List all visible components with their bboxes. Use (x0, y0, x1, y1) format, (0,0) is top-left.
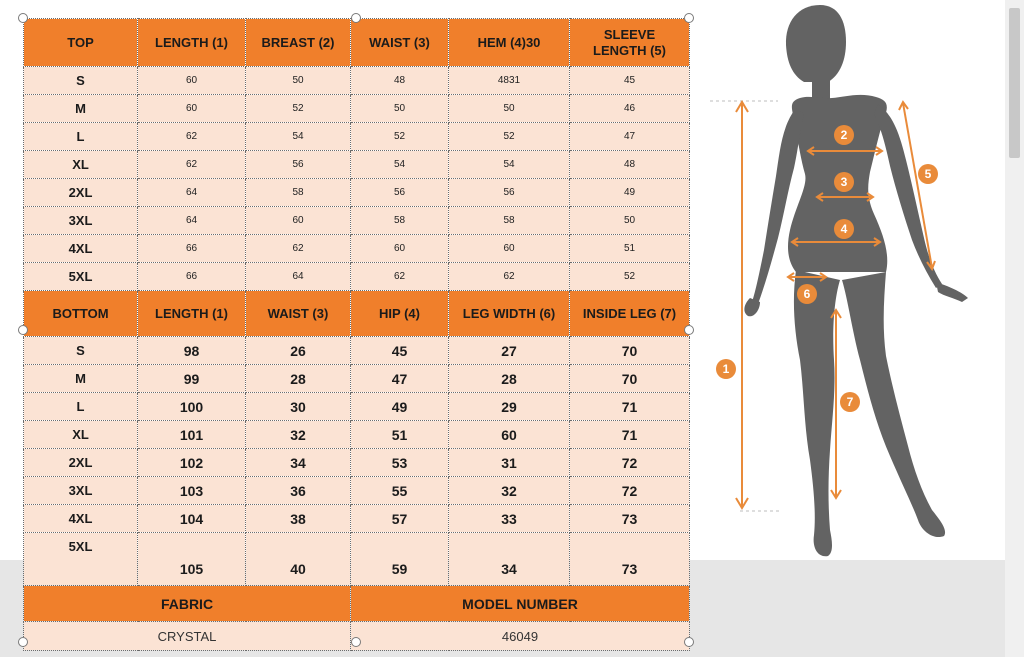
header-cell: LENGTH (1) (138, 19, 246, 67)
size-cell: S (24, 337, 138, 365)
value-cell: 54 (449, 151, 570, 179)
value-cell: 58 (246, 179, 351, 207)
marker-5-label: 5 (924, 167, 932, 181)
value-cell: 50 (570, 207, 690, 235)
table-row (24, 421, 690, 449)
size-cell: L (24, 393, 138, 421)
value-cell: 31 (449, 449, 570, 477)
selection-handle-top-left[interactable] (18, 13, 28, 23)
size-cell: 5XL (24, 533, 138, 586)
size-cell: M (24, 365, 138, 393)
value-cell: 45 (351, 337, 449, 365)
value-cell: 54 (246, 123, 351, 151)
value-cell: 64 (246, 263, 351, 291)
value-cell: 70 (570, 337, 690, 365)
model-number-value: 46049 (351, 622, 690, 651)
model-number-label: MODEL NUMBER (351, 586, 690, 622)
marker-6-label: 6 (803, 287, 811, 301)
selection-handle-mid-left[interactable] (18, 325, 28, 335)
value-cell: 66 (138, 235, 246, 263)
size-cell: 3XL (24, 207, 138, 235)
value-cell: 66 (138, 263, 246, 291)
header-cell: WAIST (3) (351, 19, 449, 67)
marker-2-label: 2 (840, 128, 848, 142)
value-cell: 49 (351, 393, 449, 421)
header-cell: TOP (24, 19, 138, 67)
table-row (24, 207, 690, 235)
value-cell: 105 (138, 533, 246, 586)
size-cell: M (24, 95, 138, 123)
size-cell: 2XL (24, 449, 138, 477)
value-cell: 28 (449, 365, 570, 393)
top-header-row (24, 19, 690, 67)
value-cell: 28 (246, 365, 351, 393)
size-cell: 4XL (24, 235, 138, 263)
value-cell: 72 (570, 477, 690, 505)
value-cell: 38 (246, 505, 351, 533)
table-row (24, 151, 690, 179)
value-cell: 52 (351, 123, 449, 151)
value-cell: 52 (246, 95, 351, 123)
table-row (24, 95, 690, 123)
value-cell: 62 (351, 263, 449, 291)
selection-handle-bottom-left[interactable] (18, 637, 28, 647)
table-row (24, 123, 690, 151)
value-cell: 34 (246, 449, 351, 477)
value-cell: 98 (138, 337, 246, 365)
value-cell: 71 (570, 393, 690, 421)
header-cell: INSIDE LEG (7) (570, 291, 690, 337)
value-cell: 52 (570, 263, 690, 291)
value-cell: 54 (351, 151, 449, 179)
marker-4-label: 4 (840, 222, 848, 236)
value-cell: 60 (449, 235, 570, 263)
value-cell: 50 (351, 95, 449, 123)
size-cell: L (24, 123, 138, 151)
size-cell: 2XL (24, 179, 138, 207)
value-cell: 100 (138, 393, 246, 421)
value-cell: 32 (449, 477, 570, 505)
value-cell: 104 (138, 505, 246, 533)
value-cell: 60 (138, 67, 246, 95)
value-cell: 73 (570, 505, 690, 533)
size-cell: 4XL (24, 505, 138, 533)
value-cell: 99 (138, 365, 246, 393)
value-cell: 57 (351, 505, 449, 533)
table-row (24, 449, 690, 477)
header-cell: BREAST (2) (246, 19, 351, 67)
header-cell: LENGTH (1) (138, 291, 246, 337)
header-cell: HIP (4) (351, 291, 449, 337)
value-cell: 29 (449, 393, 570, 421)
value-cell: 64 (138, 179, 246, 207)
selection-handle-top-mid[interactable] (351, 13, 361, 23)
value-cell: 47 (351, 365, 449, 393)
table-row (24, 505, 690, 533)
table-row (24, 533, 690, 586)
value-cell: 50 (449, 95, 570, 123)
value-cell: 51 (351, 421, 449, 449)
value-cell: 48 (351, 67, 449, 95)
value-cell: 62 (138, 123, 246, 151)
value-cell: 59 (351, 533, 449, 586)
footer-header-row (24, 586, 690, 622)
value-cell: 101 (138, 421, 246, 449)
value-cell: 64 (138, 207, 246, 235)
value-cell: 60 (246, 207, 351, 235)
value-cell: 34 (449, 533, 570, 586)
value-cell: 71 (570, 421, 690, 449)
value-cell: 33 (449, 505, 570, 533)
value-cell: 53 (351, 449, 449, 477)
size-chart-table[interactable] (23, 18, 689, 651)
value-cell: 40 (246, 533, 351, 586)
value-cell: 62 (246, 235, 351, 263)
value-cell: 50 (246, 67, 351, 95)
value-cell: 56 (449, 179, 570, 207)
value-cell: 49 (570, 179, 690, 207)
table-row (24, 67, 690, 95)
header-cell: SLEEVE LENGTH (5) (570, 19, 690, 67)
value-cell: 58 (449, 207, 570, 235)
female-silhouette-icon (744, 5, 968, 556)
value-cell: 60 (449, 421, 570, 449)
value-cell: 62 (138, 151, 246, 179)
selection-handle-bottom-right[interactable] (684, 637, 694, 647)
value-cell: 73 (570, 533, 690, 586)
value-cell: 56 (351, 179, 449, 207)
size-cell: S (24, 67, 138, 95)
value-cell: 27 (449, 337, 570, 365)
scrollbar-thumb[interactable] (1009, 8, 1020, 158)
header-cell: WAIST (3) (246, 291, 351, 337)
value-cell: 48 (570, 151, 690, 179)
table-row (24, 477, 690, 505)
value-cell: 52 (449, 123, 570, 151)
value-cell: 58 (351, 207, 449, 235)
value-cell: 32 (246, 421, 351, 449)
size-cell: 5XL (24, 263, 138, 291)
value-cell: 26 (246, 337, 351, 365)
fabric-value: CRYSTAL (24, 622, 351, 651)
value-cell: 51 (570, 235, 690, 263)
value-cell: 102 (138, 449, 246, 477)
marker-3-label: 3 (840, 175, 848, 189)
size-cell: XL (24, 421, 138, 449)
value-cell: 103 (138, 477, 246, 505)
header-cell: HEM (4)30 (449, 19, 570, 67)
value-cell: 36 (246, 477, 351, 505)
bottom-header-row (24, 291, 690, 337)
selection-handle-bottom-mid[interactable] (351, 637, 361, 647)
value-cell: 55 (351, 477, 449, 505)
value-cell: 46 (570, 95, 690, 123)
value-cell: 56 (246, 151, 351, 179)
marker-1-label: 1 (722, 362, 730, 376)
size-chart-body (24, 19, 690, 651)
table-row (24, 365, 690, 393)
table-row (24, 179, 690, 207)
size-cell: XL (24, 151, 138, 179)
body-measurement-figure (700, 0, 1005, 560)
value-cell: 45 (570, 67, 690, 95)
table-row (24, 235, 690, 263)
value-cell: 70 (570, 365, 690, 393)
header-cell: LEG WIDTH (6) (449, 291, 570, 337)
value-cell: 30 (246, 393, 351, 421)
value-cell: 60 (138, 95, 246, 123)
table-row (24, 337, 690, 365)
fabric-label: FABRIC (24, 586, 351, 622)
selection-handle-top-right[interactable] (684, 13, 694, 23)
value-cell: 4831 (449, 67, 570, 95)
value-cell: 62 (449, 263, 570, 291)
value-cell: 60 (351, 235, 449, 263)
table-row (24, 393, 690, 421)
value-cell: 72 (570, 449, 690, 477)
table-row (24, 263, 690, 291)
marker-7-label: 7 (846, 395, 854, 409)
size-cell: 3XL (24, 477, 138, 505)
selection-handle-mid-right[interactable] (684, 325, 694, 335)
header-cell: BOTTOM (24, 291, 138, 337)
value-cell: 47 (570, 123, 690, 151)
